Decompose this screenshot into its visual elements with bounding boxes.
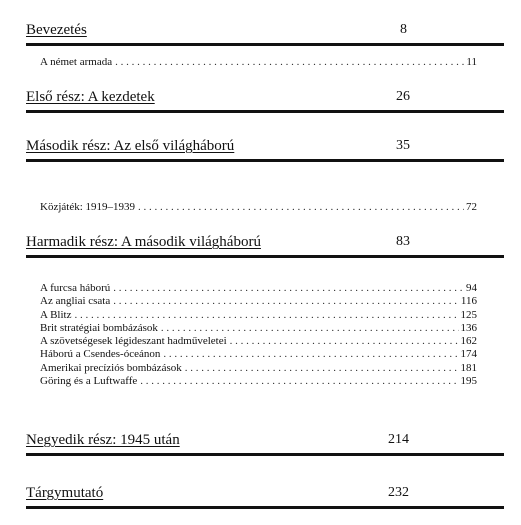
part-page-number: 35 — [396, 138, 410, 153]
part-page-number: 232 — [388, 485, 409, 500]
entry-label: A Blitz — [40, 308, 72, 321]
entry-label: Brit stratégiai bombázások — [40, 321, 158, 334]
toc-entry — [40, 362, 477, 375]
entry-page-number: 94 — [466, 282, 477, 294]
toc-part-bevezetes — [26, 16, 504, 46]
dot-leader — [115, 56, 464, 69]
part-title: Második rész: Az első világháború — [26, 138, 235, 154]
entry-label: A német armada — [40, 56, 113, 68]
toc-entries-bevezetes — [40, 56, 477, 69]
toc-entry — [40, 201, 477, 214]
part-page-number: 214 — [388, 432, 409, 447]
toc-part-elso-resz — [26, 83, 504, 113]
entry-page-number: 181 — [460, 361, 477, 374]
dot-leader — [163, 348, 458, 361]
part-page-number: 8 — [400, 22, 407, 37]
entry-label: Göring és a Luftwaffe — [40, 375, 138, 388]
dot-leader — [113, 282, 464, 295]
toc-entry — [40, 282, 477, 295]
toc-part-negyedik-resz — [26, 426, 504, 456]
toc-entry — [40, 348, 477, 361]
part-title: Tárgymutató — [26, 485, 104, 501]
part-title: Harmadik rész: A második világháború — [26, 234, 261, 250]
entry-page-number: 136 — [460, 321, 477, 334]
part-title: Első rész: A kezdetek — [26, 89, 155, 105]
entry-label: Háború a Csendes-óceánon — [40, 348, 161, 361]
entry-page-number: 125 — [460, 308, 477, 321]
entry-label: A furcsa háború — [40, 282, 111, 294]
part-divider — [26, 255, 504, 258]
part-page-number: 83 — [396, 234, 410, 249]
entry-page-number: 72 — [466, 201, 477, 213]
entry-label: Amerikai precíziós bombázások — [40, 361, 182, 374]
toc-entry — [40, 322, 477, 335]
part-divider — [26, 159, 504, 162]
entry-page-number: 11 — [466, 56, 477, 68]
part-title: Negyedik rész: 1945 után — [26, 432, 180, 448]
entry-page-number: 116 — [460, 295, 477, 308]
entry-page-number: 162 — [460, 335, 477, 348]
toc-entry — [40, 295, 477, 308]
toc-entry — [40, 309, 477, 322]
dot-leader — [138, 201, 464, 214]
entry-label: Az angliai csata — [40, 295, 111, 308]
dot-leader — [161, 322, 459, 335]
dot-leader — [185, 362, 459, 375]
toc-part-masodik-resz — [26, 132, 504, 162]
toc-entry — [40, 375, 477, 388]
part-divider — [26, 453, 504, 456]
toc-entries-harmadik-resz — [40, 282, 477, 388]
part-divider — [26, 43, 504, 46]
part-divider — [26, 506, 504, 509]
entry-label: Közjáték: 1919–1939 — [40, 201, 136, 213]
toc-entry — [40, 335, 477, 348]
part-page-number: 26 — [396, 89, 410, 104]
toc-part-harmadik-resz — [26, 228, 504, 258]
toc-entries-masodik-resz — [40, 201, 477, 214]
toc-part-targymutato — [26, 479, 504, 509]
dot-leader — [113, 295, 459, 308]
dot-leader — [74, 309, 458, 322]
entry-page-number: 174 — [460, 348, 477, 361]
entry-label: A szövetségesek légideszant hadműveletei — [40, 335, 227, 348]
dot-leader — [230, 335, 459, 348]
toc-entry — [40, 56, 477, 69]
part-title: Bevezetés — [26, 22, 87, 38]
part-divider — [26, 110, 504, 113]
entry-page-number: 195 — [460, 375, 477, 388]
dot-leader — [140, 375, 458, 388]
